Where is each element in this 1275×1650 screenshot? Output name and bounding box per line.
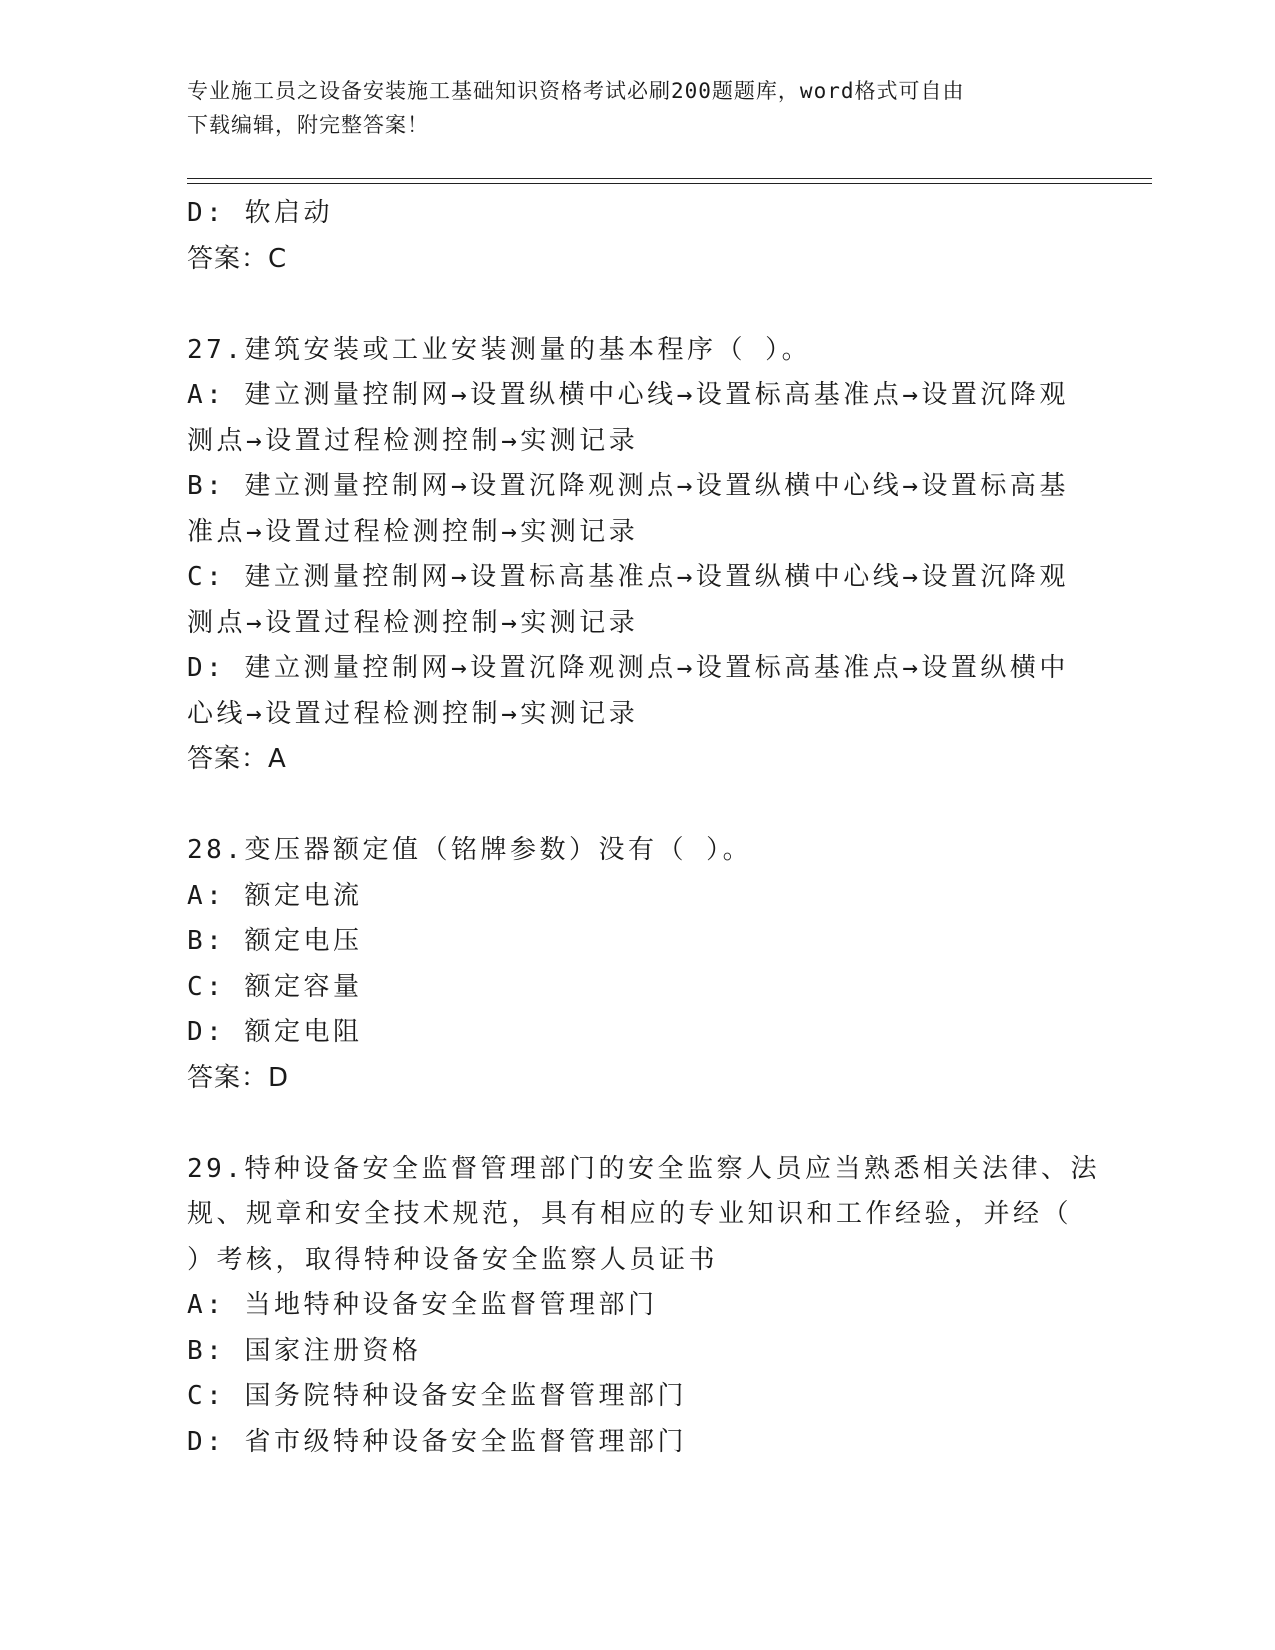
answer-label: 答案： [187, 744, 269, 774]
answer-label: 答案： [187, 243, 269, 274]
question-28 [187, 828, 1087, 1101]
question-stem: 27.建筑安装或工业安装测量的基本程序（ ）。 [187, 334, 812, 365]
spacer [187, 282, 1087, 328]
answer-value: D [268, 1062, 292, 1093]
option-c: C: 国务院特种设备安全监督管理部门 [187, 1381, 687, 1411]
question-stem: 28.变压器额定值（铭牌参数）没有（ ）。 [187, 835, 753, 865]
option-b: B: 国家注册资格 [187, 1335, 422, 1366]
header-line-2: 下载编辑，附完整答案！ [187, 113, 429, 137]
answer-label: 答案： [187, 1062, 269, 1093]
question-stem-line-1: 29.特种设备安全监督管理部门的安全监察人员应当熟悉相关法律、法 [187, 1153, 1100, 1184]
question-stem-line-3: ）考核，取得特种设备安全监察人员证书 [187, 1244, 719, 1275]
option-d: D: 额定电阻 [187, 1017, 363, 1047]
option-a-line-2: 测点→设置过程检测控制→实测记录 [187, 425, 639, 456]
answer-value: C [268, 243, 290, 274]
option-b-line-1: B: 建立测量控制网→设置沉降观测点→设置纵横中心线→设置标高基 [187, 471, 1069, 501]
question-29 [187, 1147, 1100, 1466]
option-c-line-1: C: 建立测量控制网→设置标高基准点→设置纵横中心线→设置沉降观 [187, 562, 1069, 592]
spacer [187, 783, 1087, 829]
answer [187, 737, 1087, 783]
option-d: D: 省市级特种设备安全监督管理部门 [187, 1426, 687, 1457]
option-c-line-2: 测点→设置过程检测控制→实测记录 [187, 607, 639, 638]
option-c: C: 额定容量 [187, 971, 363, 1002]
answer [187, 1056, 1087, 1102]
spacer [187, 1101, 1087, 1147]
option-a-line-1: A: 建立测量控制网→设置纵横中心线→设置标高基准点→设置沉降观 [187, 380, 1069, 410]
option-d-line-1: D: 建立测量控制网→设置沉降观测点→设置标高基准点→设置纵横中 [187, 653, 1069, 683]
question-content [187, 191, 1100, 1465]
option-a: A: 额定电流 [187, 880, 363, 911]
prev-answer [187, 237, 1087, 283]
header-divider-bottom [187, 183, 1152, 184]
header-divider-top [187, 178, 1152, 179]
page-header [187, 74, 1087, 142]
answer-value: A [268, 744, 290, 774]
question-stem-line-2: 规、规章和安全技术规范，具有相应的专业知识和工作经验，并经（ [187, 1199, 1073, 1229]
header-line-1: 专业施工员之设备安装施工基础知识资格考试必刷200题题库，word格式可自由 [187, 79, 965, 103]
option-a: A: 当地特种设备安全监督管理部门 [187, 1290, 658, 1320]
question-27 [187, 328, 1087, 783]
option-b: B: 额定电压 [187, 926, 363, 956]
option-d-line-2: 心线→设置过程检测控制→实测记录 [187, 698, 639, 729]
prev-option-d: D: 软启动 [187, 198, 333, 228]
option-b-line-2: 准点→设置过程检测控制→实测记录 [187, 516, 639, 547]
